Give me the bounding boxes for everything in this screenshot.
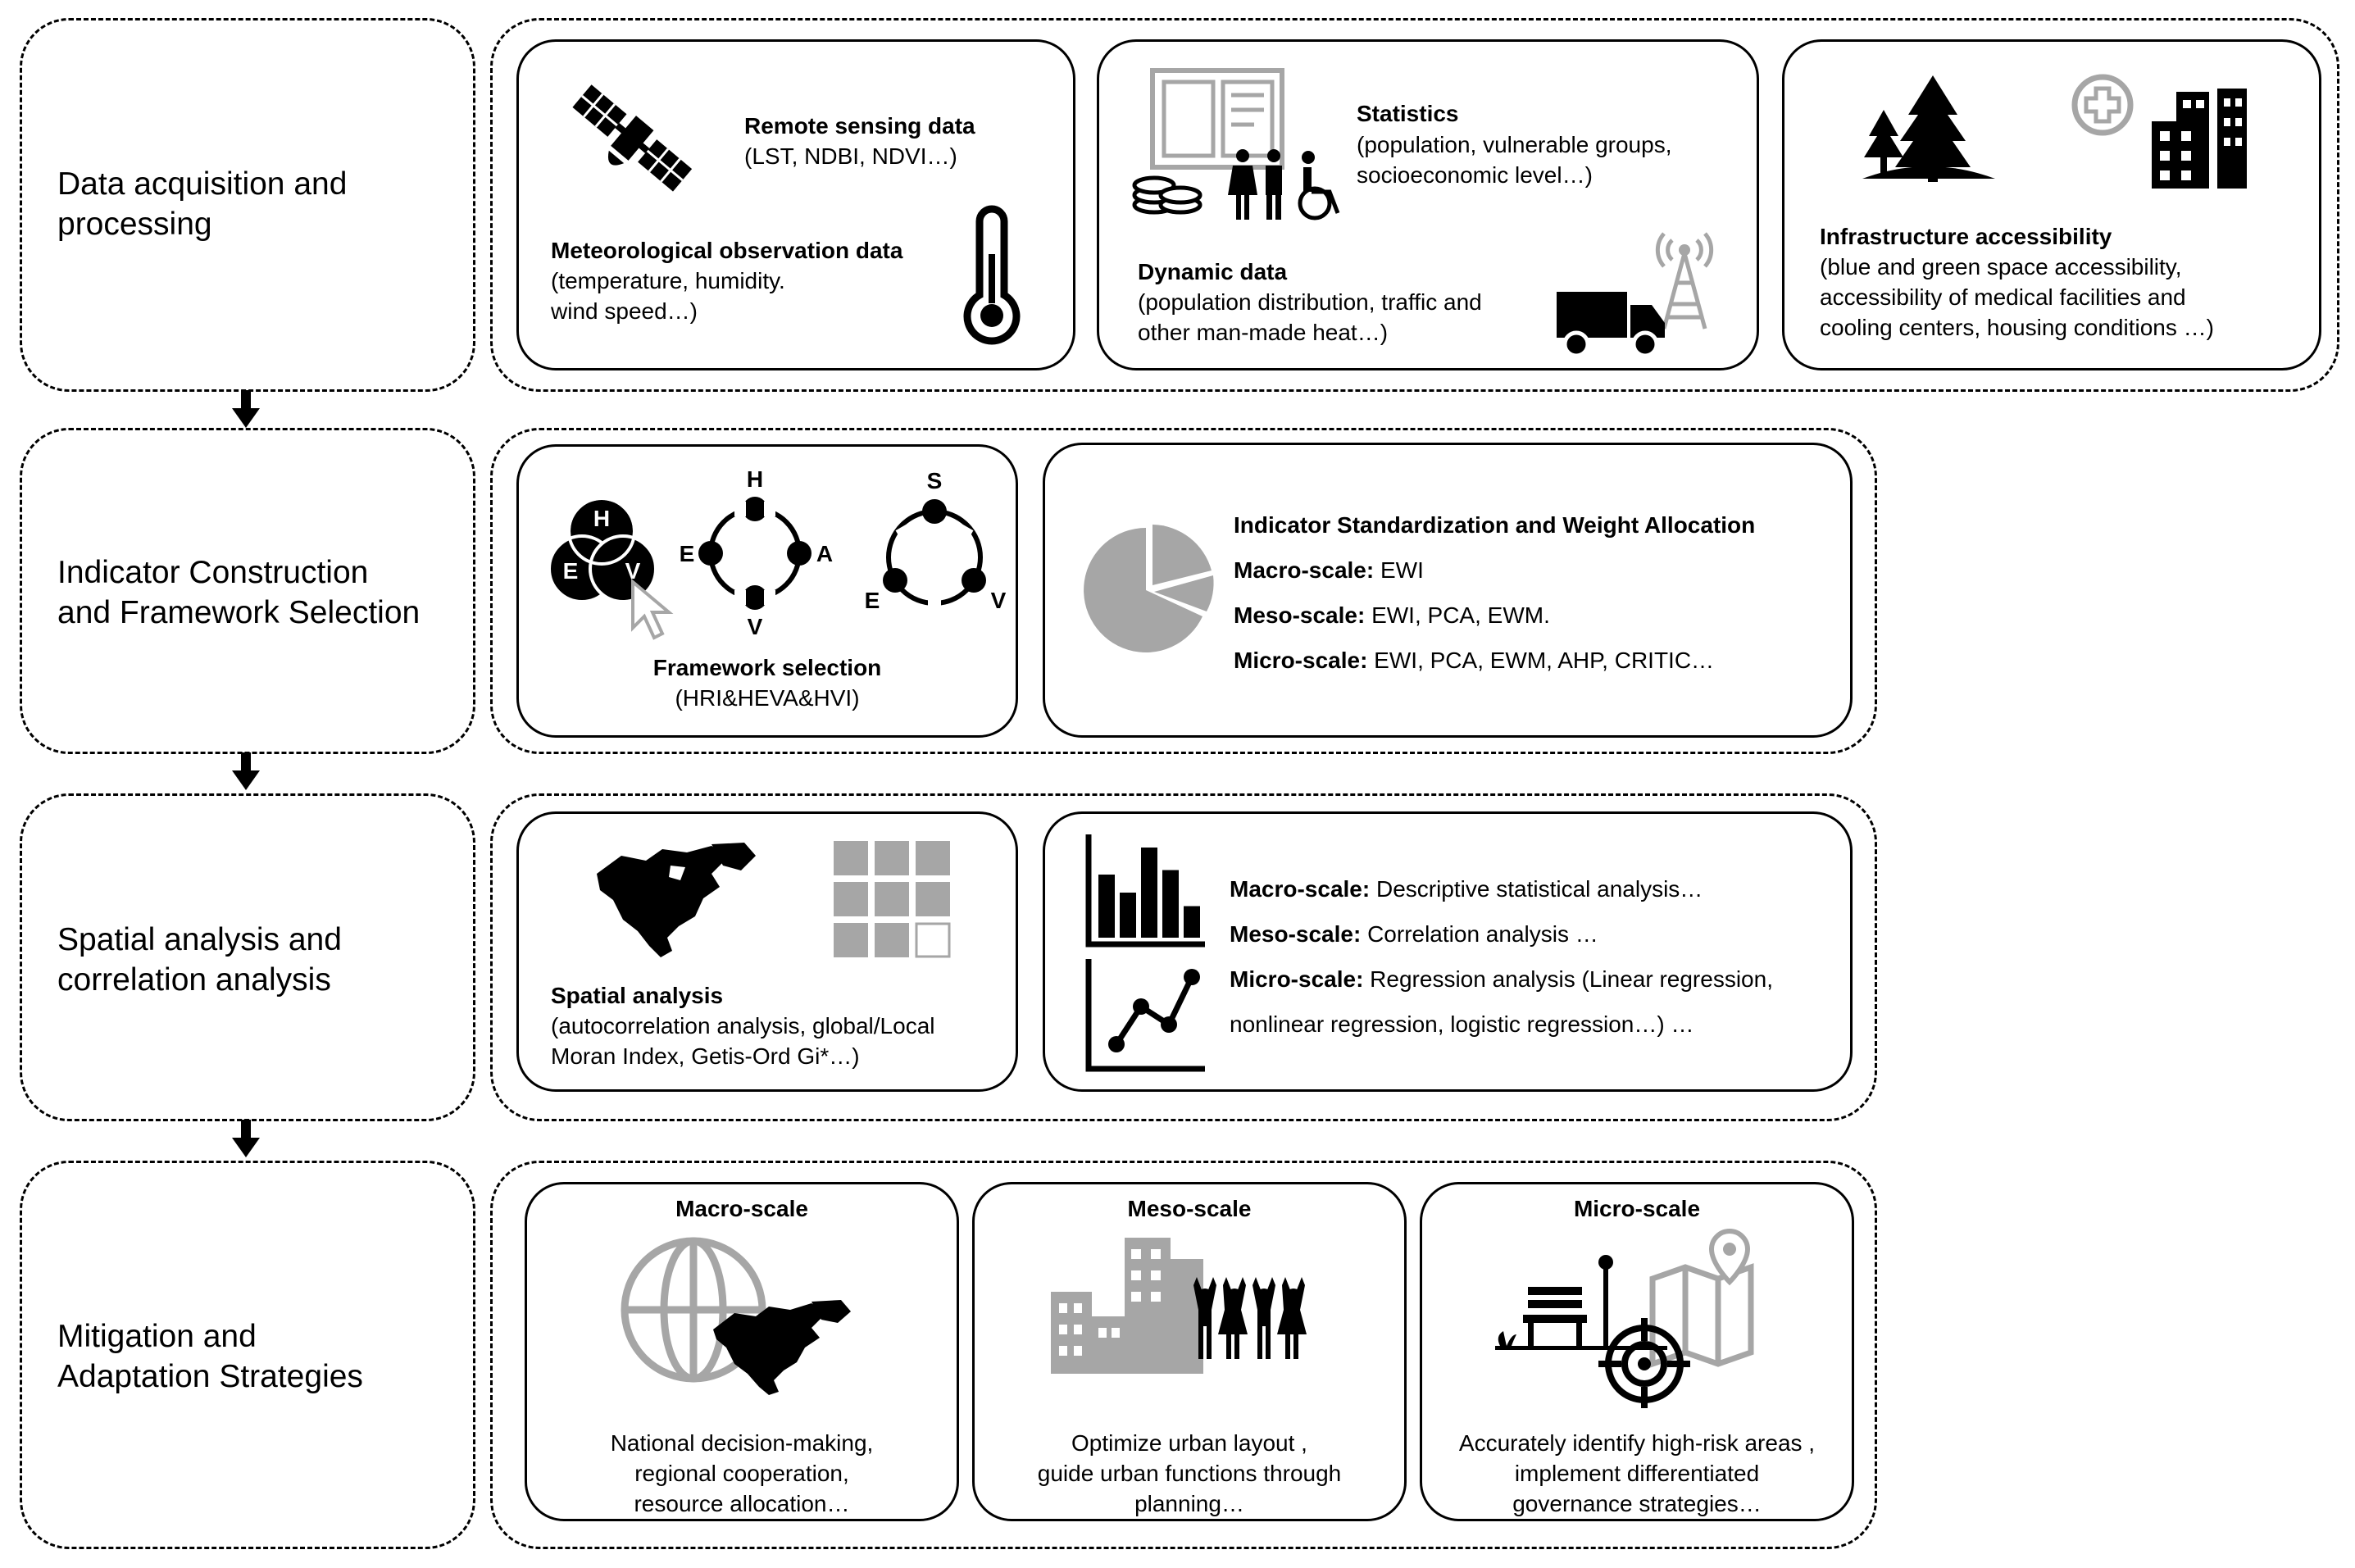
- scale-methods: EWI, PCA, EWM.: [1365, 602, 1550, 628]
- thermometer-icon: [955, 205, 1029, 352]
- micro-strategy-title: Micro-scale: [1573, 1196, 1701, 1221]
- dynamic-title: Dynamic data: [1138, 259, 1288, 284]
- stage-label-spatial: [57, 920, 342, 1000]
- stage-label-line: Spatial analysis and: [57, 922, 342, 957]
- remote-sensing-title: Remote sensing data: [744, 113, 975, 139]
- correlation-row-micro: [1230, 964, 1773, 994]
- spatial-analysis-title: Spatial analysis: [551, 983, 724, 1008]
- bar-icon-bar: [1098, 875, 1115, 938]
- hospital-buildings-icon: [2070, 72, 2250, 191]
- scale-label: Macro-scale:: [1234, 557, 1375, 583]
- scale-methods: EWI: [1374, 557, 1424, 583]
- remote-sensing-detail: (LST, NDBI, NDVI…): [744, 143, 957, 169]
- stage-label-line: Data acquisition and: [57, 166, 348, 202]
- line-chart-icon: [1084, 959, 1207, 1074]
- coins-icon: [1130, 154, 1203, 220]
- weights-row-micro: [1234, 645, 1714, 675]
- bar-icon-bar: [1120, 893, 1136, 938]
- spatial-analysis-detail-line: Moran Index, Getis-Ord Gi*…): [551, 1043, 860, 1069]
- diamond-framework-icon: [677, 467, 833, 639]
- scale-methods: Descriptive statistical analysis…: [1370, 876, 1703, 902]
- forest-icon: [1859, 72, 1998, 187]
- micro-strategy-detail-line: implement differentiated: [1514, 1461, 1760, 1486]
- scale-methods: Regression analysis (Linear regression,: [1363, 966, 1773, 992]
- meso-strategy-detail-line: Optimize urban layout ,: [1071, 1430, 1307, 1456]
- triangle-label: E: [864, 588, 880, 613]
- stage-label-line: and Framework Selection: [57, 595, 421, 630]
- stage-label-line: correlation analysis: [57, 962, 331, 998]
- diamond-label: H: [746, 466, 764, 492]
- stage-label-line: Mitigation and: [57, 1319, 257, 1354]
- globe-map-icon: [615, 1231, 877, 1395]
- dynamic-detail-line: (population distribution, traffic and: [1138, 289, 1482, 315]
- diamond-label: E: [679, 541, 695, 566]
- macro-strategy-title: Macro-scale: [675, 1196, 808, 1221]
- scale-label: Meso-scale:: [1234, 602, 1366, 628]
- meteorological-title: Meteorological observation data: [551, 238, 903, 263]
- stage-label-mitigation: [57, 1316, 363, 1397]
- statistics-title: Statistics: [1357, 101, 1459, 126]
- venn-label: V: [625, 558, 641, 584]
- macro-strategy-detail-line: resource allocation…: [634, 1491, 850, 1516]
- meteorological-detail-line: (temperature, humidity.: [551, 268, 785, 293]
- infrastructure-title: Infrastructure accessibility: [1820, 224, 2112, 249]
- diamond-label: A: [816, 541, 834, 566]
- satellite-icon: [557, 66, 705, 213]
- infrastructure-detail-line: accessibility of medical facilities and: [1820, 284, 2186, 310]
- scale-methods: EWI, PCA, EWM, AHP, CRITIC…: [1367, 648, 1715, 673]
- venn-framework-icon: [541, 490, 697, 646]
- macro-strategy-detail-line: National decision-making,: [610, 1430, 874, 1456]
- stage-label-line: Adaptation Strategies: [57, 1359, 363, 1394]
- stage-label-data-acquisition: [57, 164, 347, 244]
- bar-icon-bar: [1162, 870, 1179, 939]
- spatial-analysis-detail-line: (autocorrelation analysis, global/Local: [551, 1013, 935, 1039]
- micro-strategy-detail-line: Accurately identify high-risk areas ,: [1458, 1430, 1816, 1456]
- meteorological-detail-line: wind speed…): [551, 298, 698, 324]
- stage-label-indicator: [57, 552, 420, 633]
- micro-strategy-detail-line: governance strategies…: [1512, 1491, 1762, 1516]
- triangle-label: V: [990, 588, 1007, 613]
- dynamic-detail-line: other man-made heat…): [1138, 320, 1389, 345]
- correlation-row-macro: [1230, 874, 1703, 904]
- flow-arrow-icon: [230, 1120, 262, 1161]
- weights-row-macro: [1234, 555, 1424, 585]
- venn-label: E: [562, 558, 579, 584]
- scale-label: Micro-scale:: [1234, 648, 1368, 673]
- meso-strategy-title: Meso-scale: [1127, 1196, 1252, 1221]
- pie-chart-icon: [1084, 525, 1215, 656]
- statistics-detail-line: (population, vulnerable groups,: [1357, 132, 1672, 157]
- triangle-framework-icon: [861, 467, 1008, 639]
- correlation-row-micro-continued: [1230, 1009, 1694, 1039]
- infrastructure-detail-line: (blue and green space accessibility,: [1820, 254, 2182, 280]
- correlation-row-meso: [1230, 919, 1598, 949]
- infrastructure-detail-line: cooling centers, housing conditions …): [1820, 315, 2214, 340]
- scale-label: Micro-scale:: [1230, 966, 1364, 992]
- meso-strategy-detail-line: guide urban functions through: [1037, 1461, 1342, 1486]
- park-target-map-icon: [1492, 1229, 1795, 1410]
- framework-title: Framework selection: [652, 655, 882, 680]
- scale-label: Macro-scale:: [1230, 876, 1371, 902]
- macro-strategy-detail-line: regional cooperation,: [634, 1461, 849, 1486]
- meso-strategy-detail-line: planning…: [1134, 1491, 1244, 1516]
- framework-detail: (HRI&HEVA&HVI): [675, 685, 860, 711]
- people-wheelchair-icon: [1226, 148, 1349, 221]
- scale-methods: nonlinear regression, logistic regression…) …: [1230, 1011, 1694, 1037]
- north-america-map-icon: [589, 841, 761, 964]
- scale-label: Meso-scale:: [1230, 921, 1362, 947]
- venn-label: H: [593, 506, 611, 531]
- diamond-label: V: [747, 614, 763, 639]
- bar-chart-icon: [1084, 834, 1207, 949]
- statistics-detail-line: socioeconomic level…): [1357, 162, 1593, 188]
- weights-title: Indicator Standardization and Weight Allocation: [1234, 512, 1756, 538]
- stage-label-line: Indicator Construction: [57, 555, 369, 590]
- stage-label-line: processing: [57, 207, 212, 242]
- triangle-label: S: [926, 468, 943, 493]
- flow-arrow-icon: [230, 752, 262, 793]
- truck-icon: [1553, 287, 1668, 361]
- grid-matrix-icon: [832, 839, 953, 961]
- bar-icon-bar: [1184, 907, 1200, 939]
- scale-methods: Correlation analysis …: [1361, 921, 1598, 947]
- weights-row-meso: [1234, 600, 1550, 630]
- bar-icon-bar: [1141, 848, 1157, 938]
- city-crowd-icon: [1049, 1234, 1344, 1407]
- flow-arrow-icon: [230, 390, 262, 431]
